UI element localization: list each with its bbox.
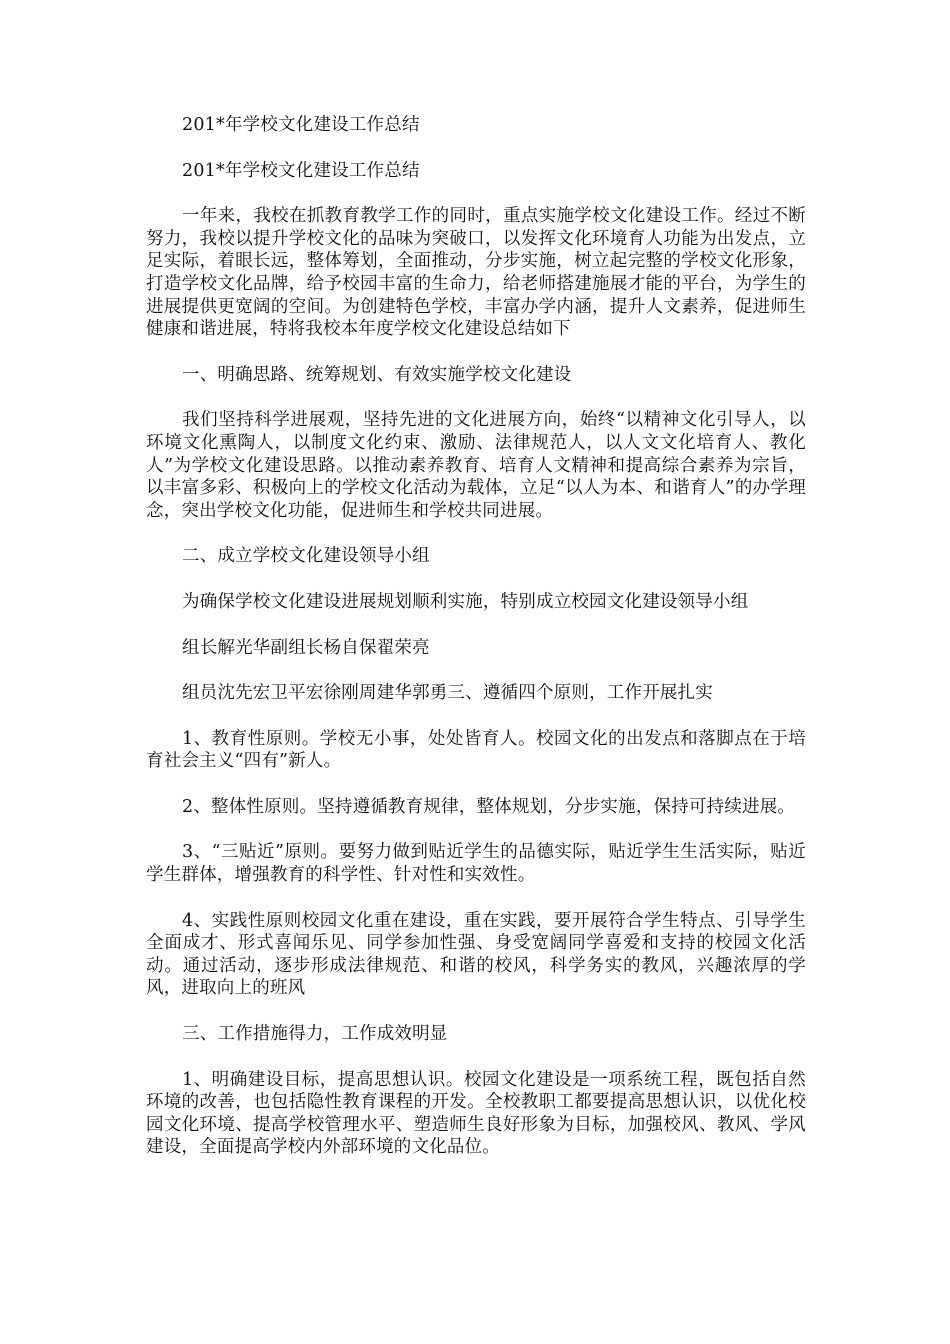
document-title: 201*年学校文化建设工作总结 [182,115,420,135]
paragraph-section-1: 我们坚持科学进展观，坚持先进的文化进展方向，始终“以精神文化引导人，以环境文化熏陶人，以制度文化约束、激励、法律规范人，以人文文化培育人、教化人”为学校文化建设思路。以推动素养教育、培育人文精神和提高综合素养为宗旨，以丰富多彩、积极向上的学校文化活动为载体，立足“以人为本、和谐育人”的办学理念，突出学校文化功能，促进师生和学校共同进展。 [146,410,806,521]
principle-1: 1、教育性原则。学校无小事，处处皆育人。校园文化的出发点和落脚点在于培育社会主义“四有”新人。 [146,728,806,772]
section-heading-1: 一、明确思路、统筹规划、有效实施学校文化建设 [182,364,572,385]
document-body [146,114,806,1182]
paragraph-leadership-group: 为确保学校文化建设进展规划顺利实施，特别成立校园文化建设领导小组 [182,591,749,612]
section-heading-3: 三、工作措施得力，工作成效明显 [182,1024,448,1045]
section-heading-2: 二、成立学校文化建设领导小组 [182,546,430,567]
paragraph-group-leaders: 组长解光华副组长杨自保翟荣亮 [182,637,430,658]
measure-1: 1、明确建设目标，提高思想认识。校园文化建设是一项系统工程，既包括自然环境的改善，也包括隐性教育课程的开发。全校教职工都要提高思想认识，以优化校园文化环境、提高学校管理水平、塑造师生良好形象为目标，加强校风、教风、学风建设，全面提高学校内外部环境的文化品位。 [146,1069,806,1158]
paragraph-group-members: 组员沈先宏卫平宏徐刚周建华郭勇三、遵循四个原则，工作开展扎实 [182,683,713,704]
principle-4: 4、实践性原则校园文化重在建设，重在实践，要开展符合学生特点、引导学生全面成才、形式喜闻乐见、同学参加性强、身受宽阔同学喜爱和支持的校园文化活动。通过活动，逐步形成法律规范、和谐的校风，科学务实的教风，兴趣浓厚的学风，进取向上的班风 [146,910,806,999]
principle-2: 2、整体性原则。坚持遵循教育规律，整体规划，分步实施，保持可持续进展。 [182,796,796,817]
document-subtitle: 201*年学校文化建设工作总结 [182,160,420,181]
principle-3: 3、“三贴近”原则。要努力做到贴近学生的品德实际，贴近学生生活实际，贴近学生群体，增强教育的科学性、针对性和实效性。 [146,842,806,886]
paragraph-intro: 一年来，我校在抓教育教学工作的同时，重点实施学校文化建设工作。经过不断努力，我校以提升学校文化的品味为突破口，以发挥文化环境育人功能为出发点，立足实际，着眼长远，整体筹划，全面推动，分步实施，树立起完整的学校文化形象，打造学校文化品牌，给予校园丰富的生命力，给老师搭建施展才能的平台，为学生的进展提供更宽阔的空间。为创建特色学校，丰富办学内涵，提升人文素养，促进师生健康和谐进展，特将我校本年度学校文化建设总结如下 [146,206,806,340]
